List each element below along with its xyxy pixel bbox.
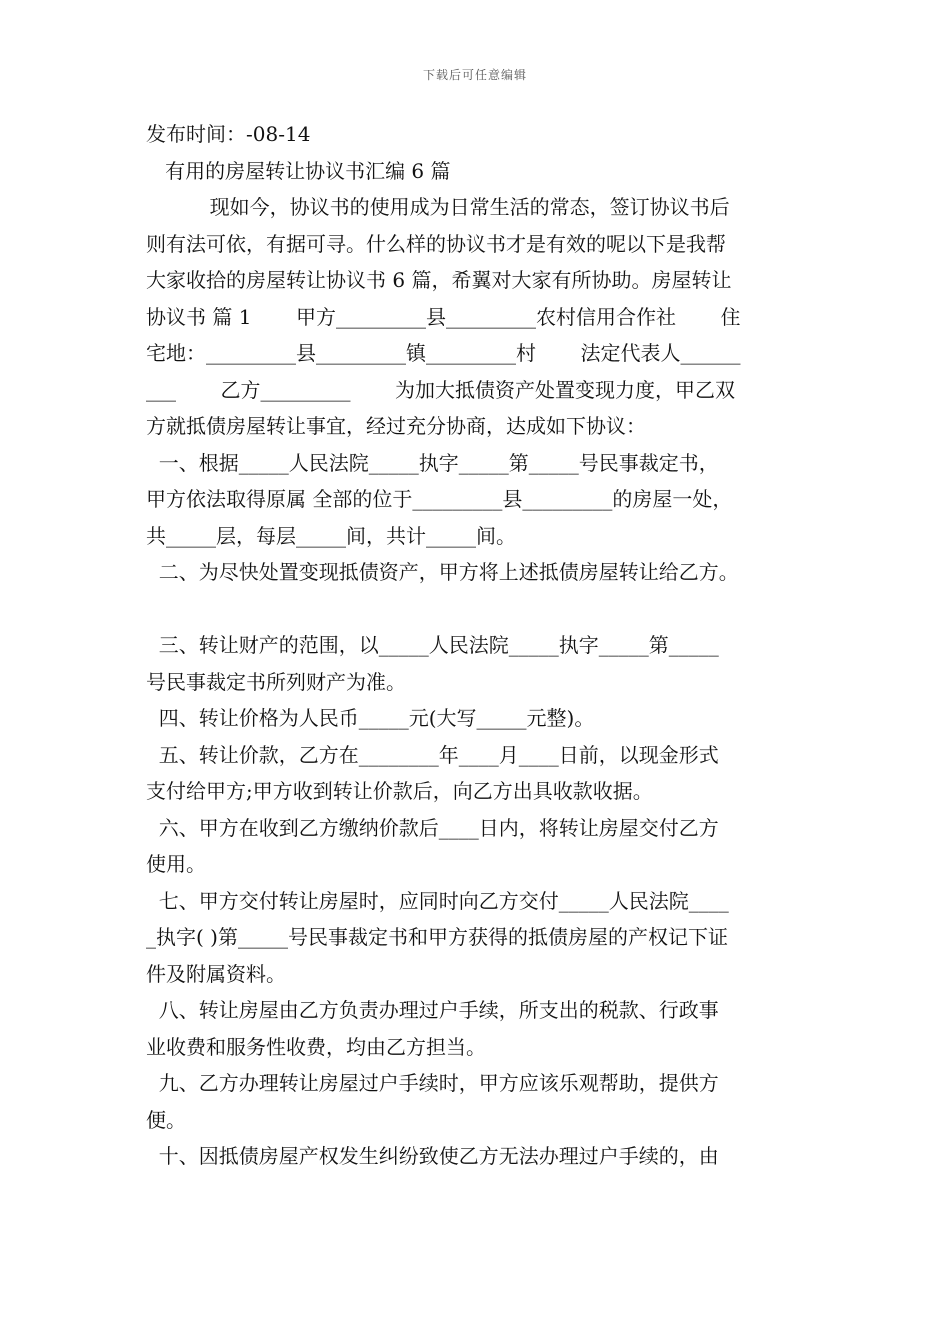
publish-date: 发布时间：-08-14 [146,122,311,146]
clause-2: 二、为尽快处置变现抵债资产，甲方将上述抵债房屋转让给乙方。 [146,560,739,584]
clause-10: 十、因抵债房屋产权发生纠纷致使乙方无法办理过户手续的，由 [146,1144,719,1168]
document-body [146,116,811,1175]
text-line: 甲方依法取得原属 全部的位于_________县_________的房屋一处， [146,487,733,511]
clause-7: 七、甲方交付转让房屋时，应同时向乙方交付_____人民法院____ [146,888,729,913]
text-line: 号民事裁定书所列财产为准。 [146,669,406,694]
text-line: 现如今，协议书的使用成为日常生活的常态，签订协议书后 [146,195,730,219]
text-line: 则有法可依，有据可寻。什么样的协议书才是有效的呢以下是我帮 [146,231,726,256]
clause-5: 五、转让价款，乙方在________年____月____日前，以现金形式 [146,742,719,767]
clause-3: 三、转让财产的范围，以_____人民法院_____执字_____第_____ [146,633,719,657]
clause-1: 一、根据_____人民法院_____执字_____第_____号民事裁定书， [146,450,719,475]
page-header: 下载后可任意编辑 [422,68,527,82]
text-line: 便。 [146,1107,186,1132]
text-line: 支付给甲方;甲方收到转让价款后，向乙方出具收款收据。 [146,779,653,803]
clause-6: 六、甲方在收到乙方缴纳价款后____日内，将转让房屋交付乙方 [146,815,719,840]
text-line: 业收费和服务性收费，均由乙方担当。 [146,1034,486,1059]
text-line: 件及附属资料。 [146,961,286,986]
text-line: 宅地：_________县_________镇_________村 法定代表人______ [146,341,741,365]
text-line: 共_____层，每层_____间，共计_____间。 [146,523,516,548]
blank-line [146,591,811,628]
text-line: 方就抵债房屋转让事宜，经过充分协商，达成如下协议： [146,414,646,438]
text-line: _执字( )第_____号民事裁定书和甲方获得的抵债房屋的产权记下证 [146,925,728,949]
text-line: ___ 乙方_________ 为加大抵债资产处置变现力度，甲乙双 [146,377,736,402]
clause-9: 九、乙方办理转让房屋过户手续时，甲方应该乐观帮助，提供方 [146,1071,719,1095]
text-line: 大家收拾的房屋转让协议书 6 篇，希翼对大家有所协助。房屋转让 [146,268,732,292]
clause-8: 八、转让房屋由乙方负责办理过户手续，所支出的税款、行政事 [146,998,719,1022]
document-title: 有用的房屋转让协议书汇编 6 篇 [146,158,451,183]
text-line: 使用。 [146,852,206,876]
clause-4: 四、转让价格为人民币_____元(大写_____元整)。 [146,706,595,730]
text-line: 协议书 篇 1 甲方_________县_________农村信用合作社 住 [146,304,741,329]
